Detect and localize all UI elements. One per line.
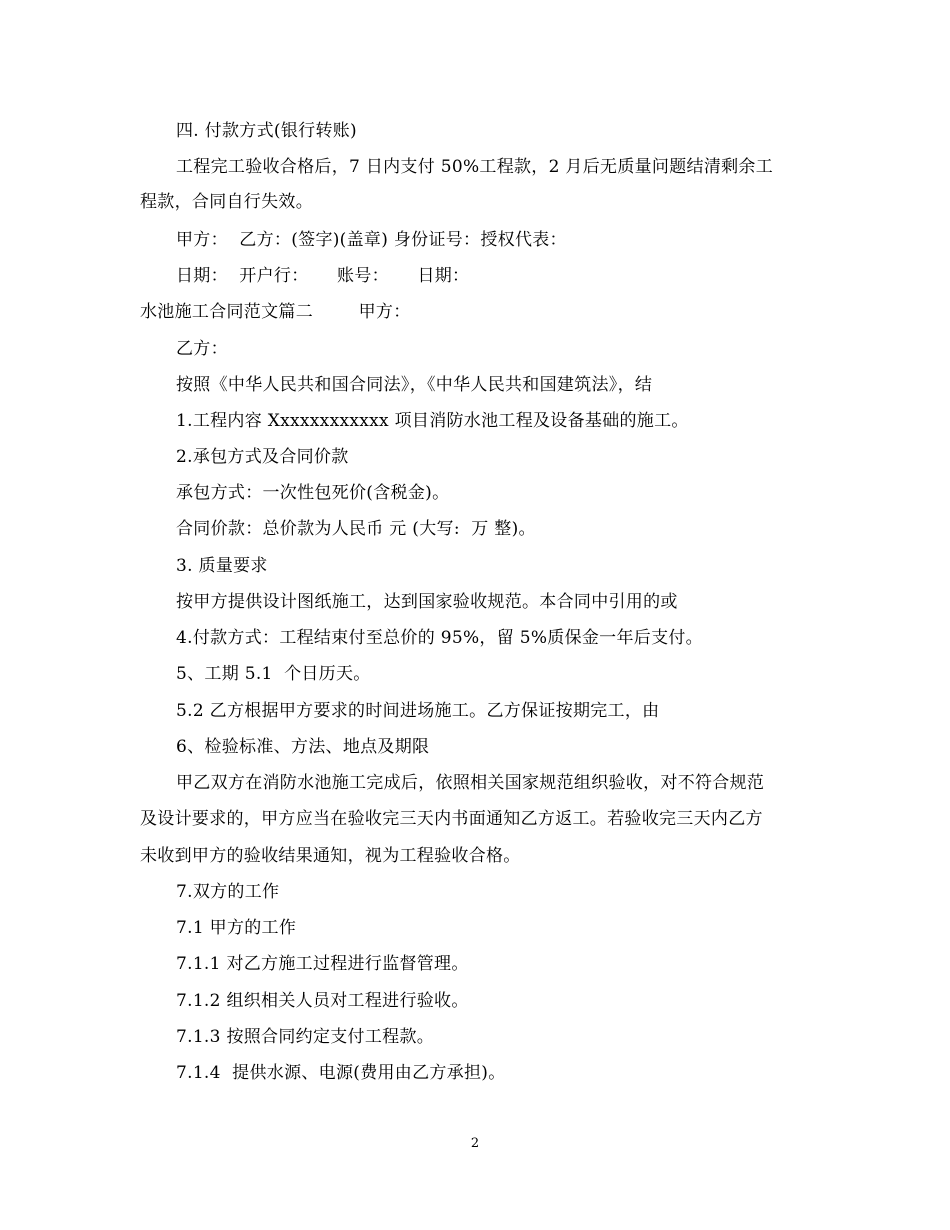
clause-line: 4.付款方式：工程结束付至总价的 95%，留 5%质保金一年后支付。: [176, 628, 703, 648]
clause-line: 合同价款：总价款为人民币 元 (大写: 万 整)。: [176, 519, 536, 539]
clause-line: 5.2 乙方根据甲方要求的时间进场施工。乙方保证按期完工，由: [176, 701, 660, 721]
paragraph-line: 按照《中华人民共和国合同法》，《中华人民共和国建筑法》，结: [176, 375, 653, 395]
section-heading-payment-method: 四. 付款方式(银行转账): [176, 121, 357, 141]
party-b-line: 乙方：: [176, 339, 228, 359]
clause-line: 7.1.1 对乙方施工过程进行监督管理。: [176, 954, 469, 974]
clause-line: 5、工期 5.1 个日历天。: [176, 664, 371, 684]
clause-line: 承包方式：一次性包死价(含税金)。: [176, 483, 450, 503]
clause-line: 7.1 甲方的工作: [176, 918, 297, 938]
paragraph-line: 未收到甲方的验收结果通知，视为工程验收合格。: [140, 846, 521, 866]
page-number: 2: [470, 1136, 480, 1151]
clause-heading: 3. 质量要求: [176, 556, 268, 576]
clause-line: 7.1.4 提供水源、电源(费用由乙方承担)。: [176, 1063, 506, 1083]
clause-heading: 7.双方的工作: [176, 882, 280, 902]
paragraph-line: 甲乙双方在消防水池施工完成后，依照相关国家规范组织验收，对不符合规范: [176, 773, 765, 793]
clause-heading: 6、检验标准、方法、地点及期限: [176, 737, 430, 757]
clause-line: 7.1.3 按照合同约定支付工程款。: [176, 1027, 435, 1047]
clause-line: 按甲方提供设计图纸施工，达到国家验收规范。本合同中引用的或: [176, 592, 678, 612]
clause-line: 7.1.2 组织相关人员对工程进行验收。: [176, 991, 469, 1011]
signature-line: 甲方： 乙方：(签字)(盖章) 身份证号：授权代表：: [176, 230, 567, 250]
clause-line: 1.工程内容 Xxxxxxxxxxxx 项目消防水池工程及设备基础的施工。: [176, 411, 689, 431]
clause-heading: 2.承包方式及合同价款: [176, 447, 349, 467]
paragraph-line: 程款，合同自行失效。: [140, 192, 313, 212]
signature-date-line: 日期： 开户行： 账号： 日期：: [176, 266, 470, 286]
section-title-part-two: 水池施工合同范文篇二 甲方：: [140, 302, 411, 322]
paragraph-line: 及设计要求的，甲方应当在验收完三天内书面通知乙方返工。若验收完三天内乙方: [140, 809, 763, 829]
paragraph-line: 工程完工验收合格后，7 日内支付 50%工程款，2 月后无质量问题结清剩余工: [176, 157, 774, 177]
